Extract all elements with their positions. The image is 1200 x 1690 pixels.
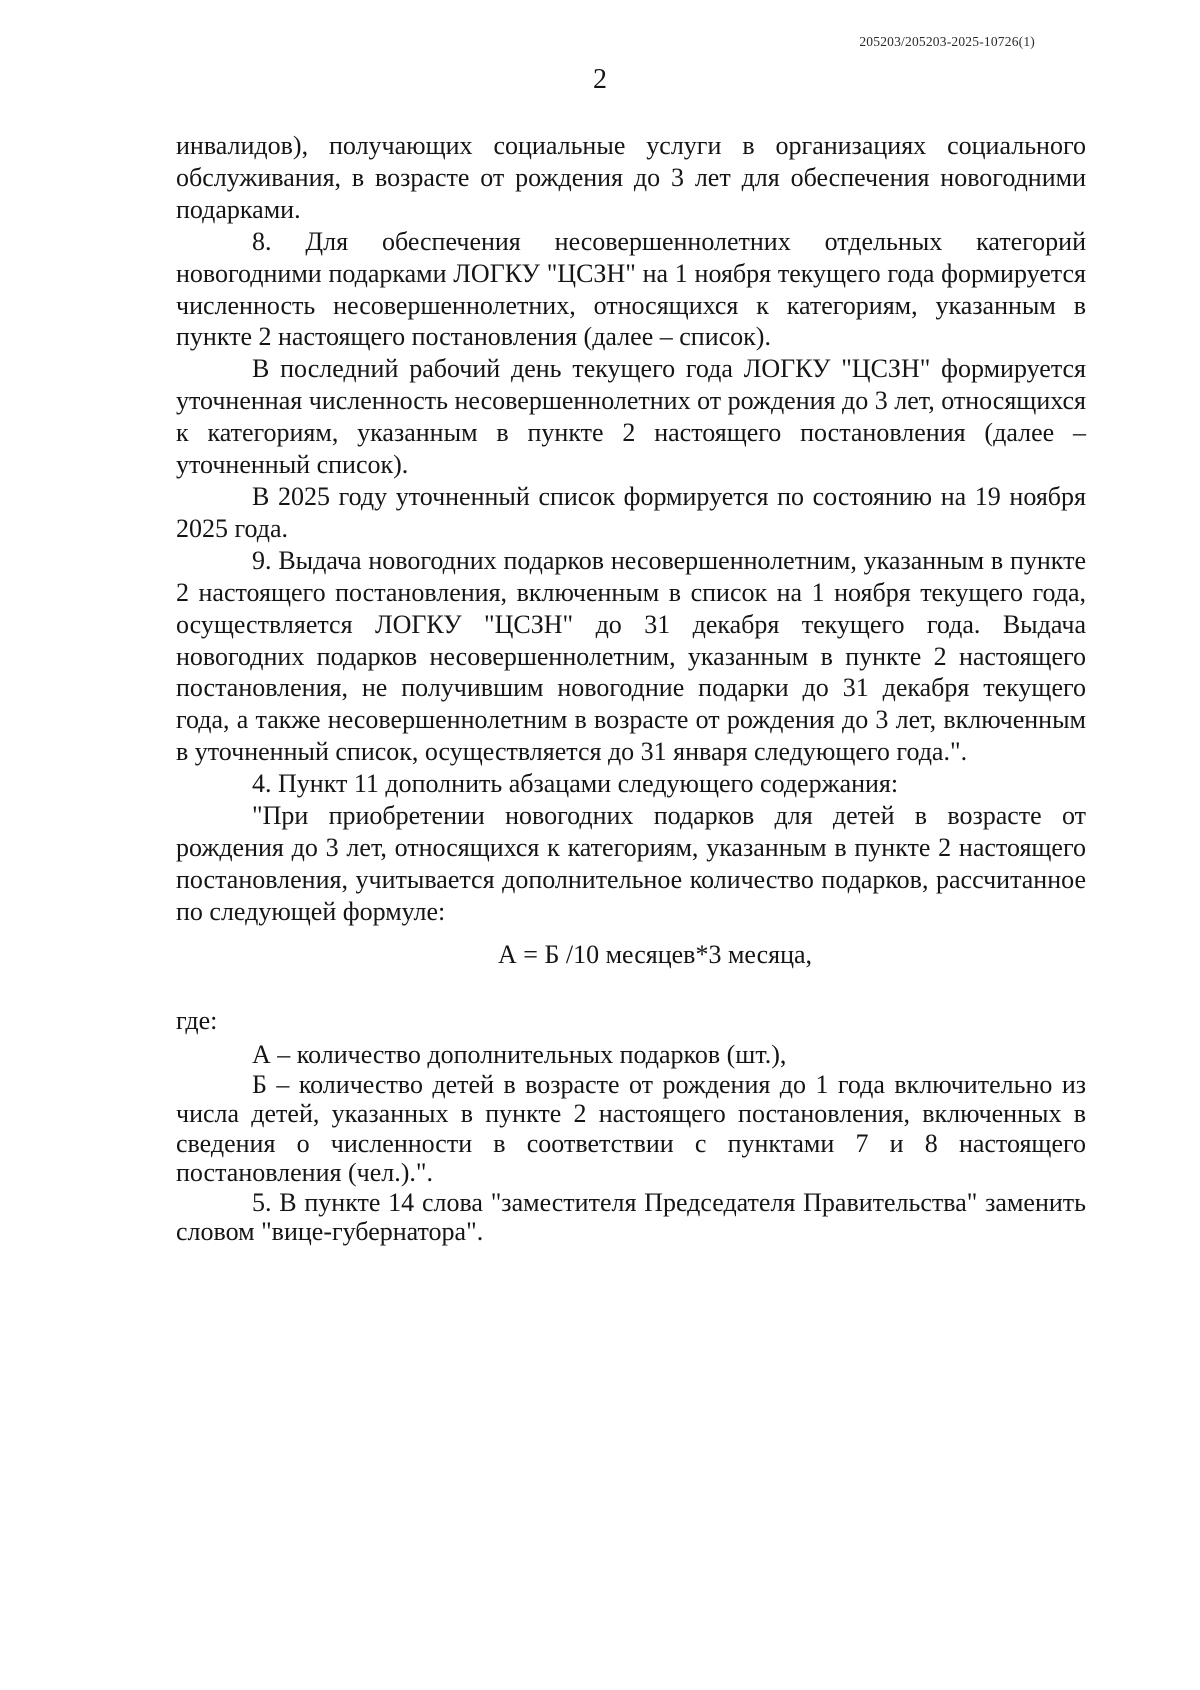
definition-b: Б – количество детей в возрасте от рождения до 1 года включительно из числа детей, указанных в пункте 2 настоящего постановления, включенных в сведения о численности в соответствии с пунктами 7 и 8 настоящего постановления (чел.).". (176, 1069, 1086, 1188)
paragraph-item-9: 9. Выдача новогодних подарков несовершеннолетним, указанным в пункте 2 настоящего постановления, включенным в список на 1 ноября текущего года, осуществляется ЛОГКУ "ЦСЗН" до 31 декабря текущего года. Выдача новогодних подарков несовершеннолетним, указанным в пункте 2 настоящего постановления, не получившим новогодние подарки до 31 декабря текущего года, а также несовершеннолетним в возрасте от рождения до 3 лет, включенным в уточненный список, осуществляется до 31 января следующего года.". (176, 545, 1086, 767)
paragraph-amendment-4: 4. Пункт 11 дополнить абзацами следующего содержания: (252, 769, 899, 799)
paragraph-amendment-5: 5. В пункте 14 слова "заместителя Председателя Правительства" заменить словом "вице-губернатора". (176, 1187, 1086, 1247)
paragraph-quoted-addition: "При приобретении новогодних подарков для детей в возрасте от рождения до 3 лет, относящихся к категориям, указанным в пункте 2 настоящего постановления, учитывается дополнительное количество подарков, рассчитанное по следующей формуле: (176, 801, 1086, 926)
paragraph-continuation: инвалидов), получающих социальные услуги в организациях социального обслуживания, в возрасте от рождения до 3 лет для обеспечения новогодними подарками. (176, 131, 1086, 224)
paragraph-item-8: 8. Для обеспечения несовершеннолетних отдельных категорий новогодними подарками ЛОГКУ "ЦСЗН" на 1 ноября текущего года формируется численность несовершеннолетних, относящихся к категориям, указанным в пункте 2 настоящего постановления (далее – список). (176, 226, 1086, 352)
document-id: 205203/205203-2025-10726(1) (859, 34, 1035, 49)
page-number: 2 (593, 64, 607, 95)
paragraph-2025-list: В 2025 году уточненный список формируется по состоянию на 19 ноября 2025 года. (176, 481, 1086, 543)
formula-where-label: где: (176, 1005, 218, 1035)
formula: А = Б /10 месяцев*3 месяца, (498, 939, 813, 969)
paragraph-refined-list: В последний рабочий день текущего года ЛОГКУ "ЦСЗН" формируется уточненная численность несовершеннолетних от рождения до 3 лет, относящихся к категориям, указанным в пункте 2 настоящего постановления (далее – уточненный список). (176, 354, 1086, 480)
document-body (176, 130, 1086, 1247)
definition-a: А – количество дополнительных подарков (шт.), (252, 1040, 787, 1070)
